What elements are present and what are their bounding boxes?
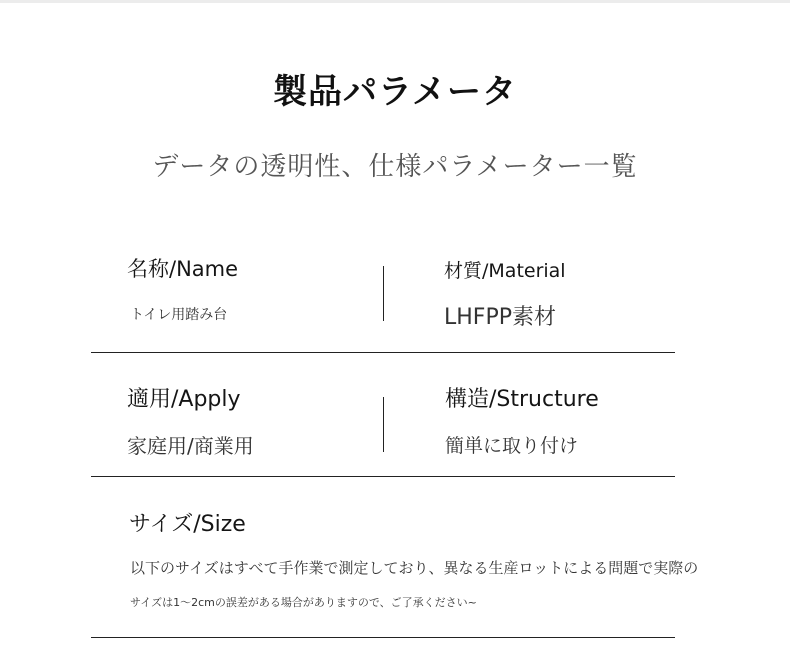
page-title: 製品パラメータ [273, 72, 517, 112]
page-subtitle: データの透明性、仕様パラメーター一覧 [152, 152, 638, 182]
size-label: サイズ/Size [129, 512, 246, 537]
row3-divider [91, 637, 675, 638]
row1-divider [91, 352, 675, 353]
top-rule [0, 0, 790, 3]
structure-label: 構造/Structure [445, 387, 599, 412]
row1-vertical-divider [383, 266, 384, 321]
structure-value: 簡単に取り付け [445, 435, 579, 457]
material-label: 材質/Material [444, 260, 566, 282]
name-value: トイレ用踏み台 [130, 307, 228, 323]
row2-divider [91, 476, 675, 477]
apply-value: 家庭用/商業用 [127, 434, 254, 458]
material-value: LHFPP素材 [444, 305, 556, 330]
apply-label: 適用/Apply [127, 387, 241, 412]
name-label: 名称/Name [127, 257, 239, 281]
size-note-line-2: サイズは1〜2cmの誤差がある場合がありますので、ご了承ください~ [130, 596, 477, 609]
size-note-line-1: 以下のサイズはすべて手作業で測定しており、異なる生産ロットによる問題で実際の [130, 559, 699, 577]
row2-vertical-divider [383, 397, 384, 452]
